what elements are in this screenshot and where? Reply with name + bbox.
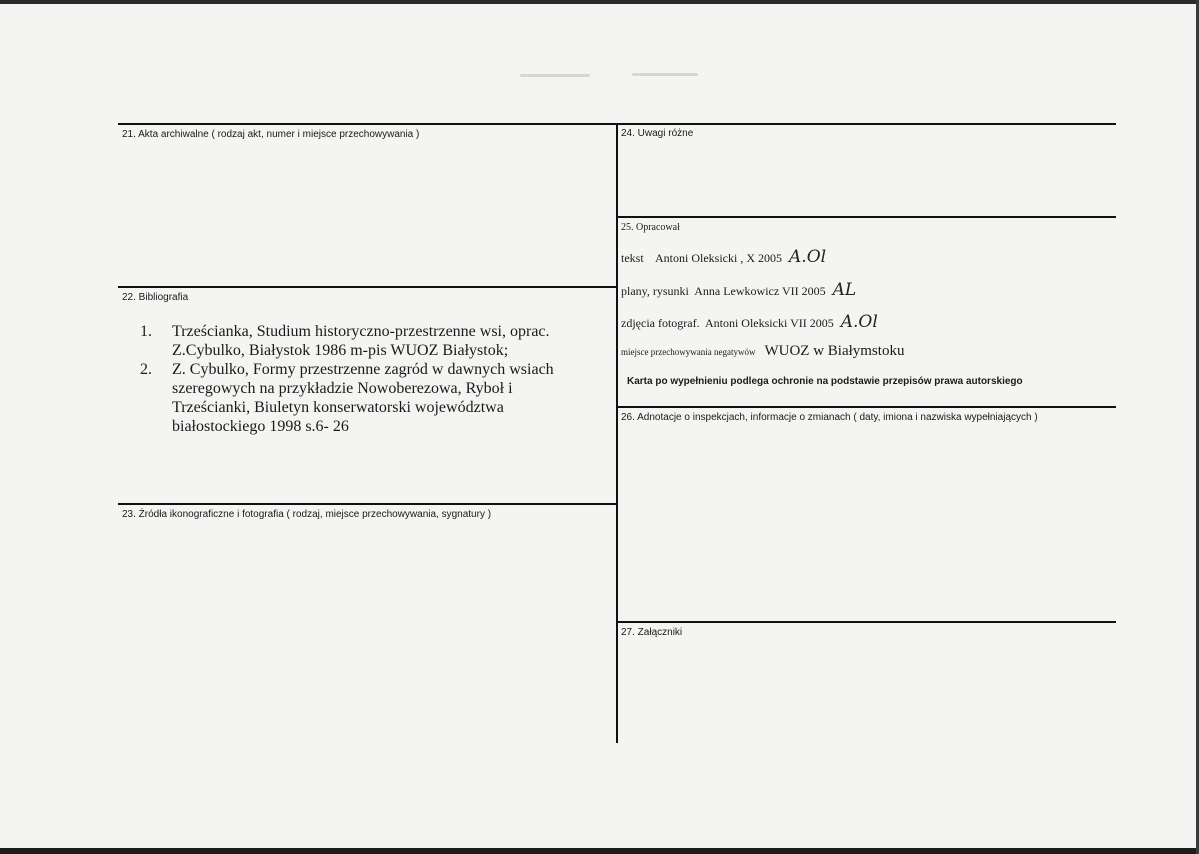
bibliography-item-number: 2.	[140, 361, 152, 378]
scan-smudge	[520, 74, 590, 77]
scan-edge-top	[0, 0, 1199, 4]
photos-author-line	[621, 312, 878, 332]
bibliography-list	[140, 322, 590, 436]
section-24-label: 24. Uwagi różne	[621, 128, 694, 139]
divider-21-22	[118, 286, 616, 288]
plans-author-prefix: plany, rysunki	[621, 284, 689, 298]
bibliography-item-text: Z. Cybulko, Formy przestrzenne zagród w dawnych wsiach szeregowych na przykładzie Nowoberezowa, Ryboł i Trześcianki, Biuletyn konserwatorski województwa białostockiego 1998 s.6- 26	[172, 361, 554, 435]
text-author-signature: A.Ol	[789, 247, 827, 267]
negatives-location-value: WUOZ w Białymstoku	[764, 343, 905, 359]
bibliography-item-2	[140, 360, 590, 436]
divider-25-26	[616, 406, 1116, 408]
section-25-label: 25. Opracował	[621, 222, 680, 233]
photos-author-value: Antoni Oleksicki VII 2005	[704, 316, 834, 330]
divider-22-23	[118, 503, 616, 505]
section-23-label: 23. Źródła ikonograficzne i fotografia ( rodzaj, miejsce przechowywania, sygnatury )	[122, 509, 492, 520]
divider-26-27	[616, 621, 1116, 623]
section-26-label: 26. Adnotacje o inspekcjach, informacje o zmianach ( daty, imiona i nazwiska wypełniających )	[621, 412, 1038, 423]
scan-smudge	[632, 73, 698, 76]
section-27-label: 27. Załączniki	[621, 627, 683, 638]
photos-author-prefix: zdjęcia fotograf.	[621, 316, 700, 330]
plans-author-signature: AL	[832, 280, 857, 300]
plans-author-value: Anna Lewkowicz VII 2005	[694, 284, 826, 298]
section-22-label: 22. Bibliografia	[122, 292, 189, 303]
copyright-notice: Karta po wypełnieniu podlega ochronie na podstawie przepisów prawa autorskiego	[627, 376, 1023, 387]
text-author-prefix: tekst	[621, 251, 644, 265]
divider-24-25	[616, 216, 1116, 218]
scan-edge-bottom	[0, 848, 1199, 854]
bibliography-item-1	[140, 322, 590, 360]
negatives-location-prefix: miejsce przechowywania negatywów	[621, 347, 756, 357]
section-21-label: 21. Akta archiwalne ( rodzaj akt, numer i miejsce przechowywania )	[122, 129, 420, 140]
negatives-location-line	[621, 343, 904, 360]
text-author-line	[621, 247, 826, 267]
photos-author-signature: A.Ol	[840, 312, 878, 332]
plans-author-line	[621, 280, 856, 300]
bibliography-item-number: 1.	[140, 323, 152, 340]
text-author-value: Antoni Oleksicki , X 2005	[655, 251, 783, 265]
bibliography-item-text: Trześcianka, Studium historyczno-przestrzenne wsi, oprac. Z.Cybulko, Białystok 1986 m-pis WUOZ Białystok;	[172, 323, 550, 359]
